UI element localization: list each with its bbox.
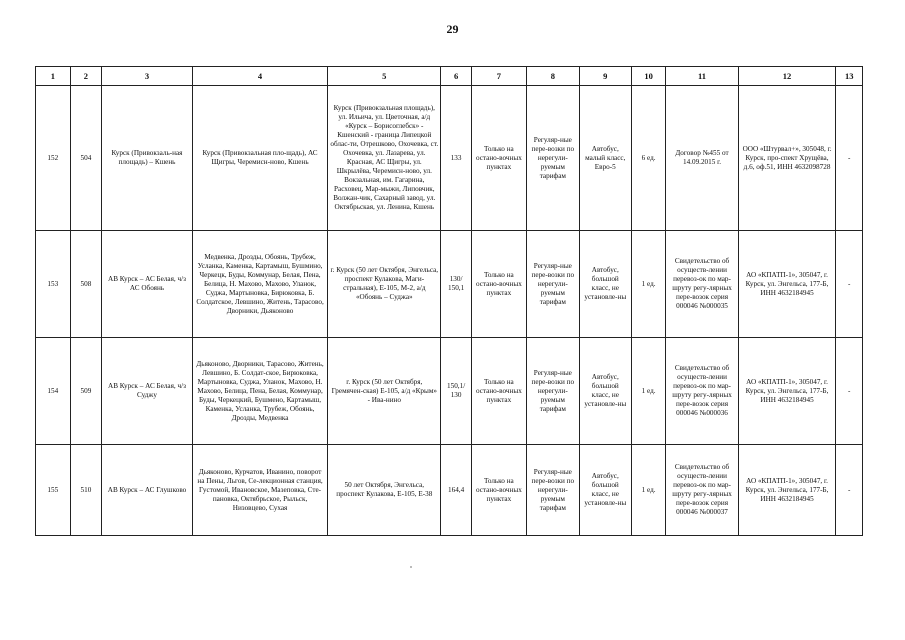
- cell-carrier: АО «КПАТП-1», 305047, г. Курск, ул. Энгельса, 177-Б, ИНН 4632184945: [738, 338, 836, 445]
- cell-stop-order: Только на остано-вочных пунктах: [471, 445, 526, 536]
- cell-document: Договор №455 от 14.09.2015 г.: [666, 86, 738, 231]
- cell-index: 153: [36, 231, 71, 338]
- cell-route-name: АВ Курск – АС Глушково: [102, 445, 193, 536]
- cell-length: 164,4: [441, 445, 472, 536]
- cell-route-number: 510: [70, 445, 102, 536]
- scan-speck: [410, 566, 412, 568]
- cell-carrier: АО «КПАТП-1», 305047, г. Курск, ул. Энгельса, 177-Б, ИНН 4632184945: [738, 231, 836, 338]
- cell-count: 1 ед.: [631, 231, 666, 338]
- column-header: 6: [441, 67, 472, 86]
- table-row: [36, 86, 863, 231]
- column-header: 9: [579, 67, 631, 86]
- column-header: 10: [631, 67, 666, 86]
- cell-transport-type: Регуляр-ные пере-возки по нерегули-руемым тарифам: [526, 86, 579, 231]
- cell-route-name: АВ Курск – АС Белая, ч/з Суджу: [102, 338, 193, 445]
- cell-count: 6 ед.: [631, 86, 666, 231]
- cell-route-number: 508: [70, 231, 102, 338]
- column-header: 3: [102, 67, 193, 86]
- column-header: 5: [328, 67, 441, 86]
- cell-stop-order: Только на остано-вочных пунктах: [471, 231, 526, 338]
- cell-document: Свидетельство об осуществ-лении перевоз-ок по мар-шруту регу-лярных пере-возок серия 000046 №000035: [666, 231, 738, 338]
- column-header: 4: [192, 67, 327, 86]
- table-row: [36, 445, 863, 536]
- cell-transport-type: Регуляр-ные пере-возки по нерегули-руемым тарифам: [526, 445, 579, 536]
- cell-index: 154: [36, 338, 71, 445]
- cell-streets: г. Курск (50 лет Октября, Гремячен-ская) Е-105, а/д «Крым» - Ива-нино: [328, 338, 441, 445]
- cell-stop-order: Только на остано-вочных пунктах: [471, 338, 526, 445]
- cell-document: Свидетельство об осуществ-лении перевоз-ок по мар-шруту регу-лярных пере-возок серия 000046 №000036: [666, 338, 738, 445]
- cell-length: 130/ 150,1: [441, 231, 472, 338]
- table-row: [36, 338, 863, 445]
- cell-index: 152: [36, 86, 71, 231]
- cell-vehicle: Автобус, большой класс, не установле-ны: [579, 445, 631, 536]
- cell-stops: Медвенка, Дрозды, Обоянь, Трубеж, Усланка, Каменка, Картамыш, Бушмино, Черкецк, Буды, Коммунар, Белая, Пена, Белица, Н. Махово, Махово, Уланок, Суджа, Мартыновка, Бирюковка, Б. Солдатское, Левшино, Житень, Тарасово, Дворники, Дьяконово: [192, 231, 327, 338]
- cell-vehicle: Автобус, малый класс, Евро-5: [579, 86, 631, 231]
- column-header: 11: [666, 67, 738, 86]
- cell-length: 133: [441, 86, 472, 231]
- cell-note: -: [836, 338, 863, 445]
- column-header: 12: [738, 67, 836, 86]
- cell-transport-type: Регуляр-ные пере-возки по нерегули-руемым тарифам: [526, 231, 579, 338]
- cell-route-name: Курск (Привокзаль-ная площадь) – Кшень: [102, 86, 193, 231]
- cell-stops: Курск (Привокзальная пло-щадь), АС Щигры, Черемисн-ново, Кшень: [192, 86, 327, 231]
- cell-stops: Дьяконово, Дворники, Тарасово, Житень, Левшино, Б. Солдат-ское, Бирюковка, Мартыновка, Суджа, Уланок, Махово, Н. Махово, Белица, Пена, Белая, Коммунар, Буды, Черкецкий, Бушмено, Картамыш, Каменка, Усланка, Трубеж, Обоянь, Дрозды, Медвенка: [192, 338, 327, 445]
- cell-vehicle: Автобус, большой класс, не установле-ны: [579, 338, 631, 445]
- cell-count: 1 ед.: [631, 445, 666, 536]
- cell-note: -: [836, 86, 863, 231]
- cell-carrier: АО «КПАТП-1», 305047, г. Курск, ул. Энгельса, 177-Б, ИНН 4632184945: [738, 445, 836, 536]
- cell-note: -: [836, 231, 863, 338]
- header-row: [36, 67, 863, 86]
- column-header: 13: [836, 67, 863, 86]
- route-registry-table: [35, 66, 863, 536]
- cell-streets: Курск (Привокзальная площадь), ул. Ильича, ул. Цветочная, а/д «Курск – Борисоглебск» - Кшенский - граница Липецкой облас-ти, Отрешково, Охочевка, ст. Охочевка, ул. Лазарева, ул. Красная, АС Щигры, ул. Шкрылёва, Черемисн-ново, ул. Вокзальная, им. Гагарина, Расховец, Мар-мыжи, Липовчик, Волжан-чик, Сахарный завод, ул. Октябрьская, ул. Ленина, Кшень: [328, 86, 441, 231]
- cell-streets: 50 лет Октября, Энгельса, проспект Кулакова, Е-105, Е-38: [328, 445, 441, 536]
- cell-streets: г. Курск (50 лет Октября, Энгельса, проспект Кулакова, Маги-стральная), Е-105, М-2, а/д «Обоянь – Суджа»: [328, 231, 441, 338]
- cell-stops: Дьяконово, Курчатов, Иванино, поворот на Пены, Льгов, Се-лекционная станция, Густомой, Ивановское, Мазеповка, Сте-пановка, Октябрьское, Рыльск, Низовцево, Сухая: [192, 445, 327, 536]
- cell-carrier: ООО «Штурвал+», 305048, г. Курск, про-спект Хрущёва, д.6, оф.51, ИНН 4632098728: [738, 86, 836, 231]
- cell-stop-order: Только на остано-вочных пунктах: [471, 86, 526, 231]
- cell-transport-type: Регуляр-ные пере-возки по нерегули-руемым тарифам: [526, 338, 579, 445]
- cell-note: -: [836, 445, 863, 536]
- table-row: [36, 231, 863, 338]
- cell-route-number: 504: [70, 86, 102, 231]
- cell-vehicle: Автобус, большой класс, не установле-ны: [579, 231, 631, 338]
- column-header: 1: [36, 67, 71, 86]
- cell-count: 1 ед.: [631, 338, 666, 445]
- cell-length: 150,1/ 130: [441, 338, 472, 445]
- column-header: 7: [471, 67, 526, 86]
- cell-route-number: 509: [70, 338, 102, 445]
- cell-route-name: АВ Курск – АС Белая, ч/з АС Обоянь: [102, 231, 193, 338]
- cell-index: 155: [36, 445, 71, 536]
- cell-document: Свидетельство об осуществ-лении перевоз-ок по мар-шруту регу-лярных пере-возок серия 000046 №000037: [666, 445, 738, 536]
- column-header: 2: [70, 67, 102, 86]
- page-number: 29: [446, 22, 459, 36]
- column-header: 8: [526, 67, 579, 86]
